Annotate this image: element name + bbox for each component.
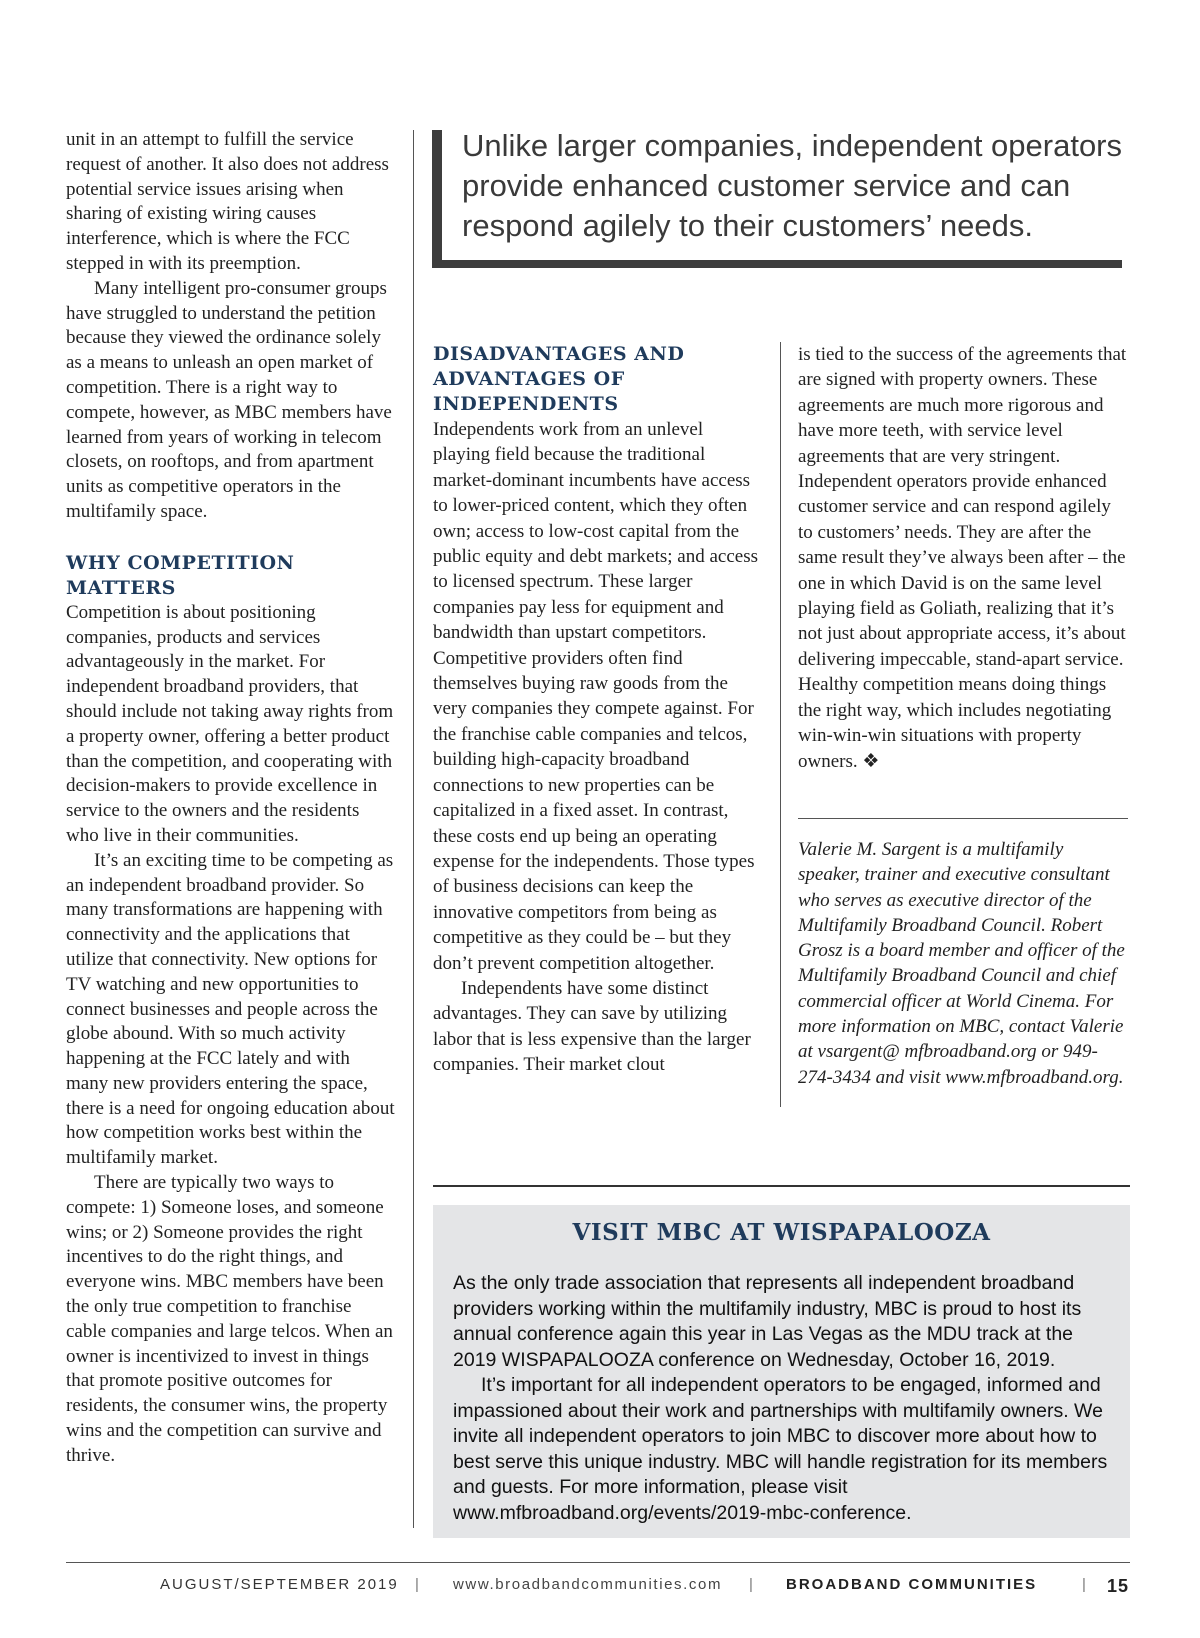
column-3 xyxy=(798,342,1128,774)
footer-website: www.broadbandcommunities.com xyxy=(453,1576,723,1593)
pull-quote xyxy=(432,130,1122,268)
paragraph: It’s an exciting time to be competing as an independent broadband provider. So many transformations are happening with connectivity and the applications that utilize that connectivity. New options for TV watching and new opportunities to connect businesses and people across the globe abound. With so much activity happening at the FCC lately and with many new providers entering the space, there is a need for ongoing education about how competition works best within the multifamily market. xyxy=(66,849,395,1169)
paragraph: Independents work from an unlevel playing field because the traditional market-dominant incumbents have access to lower-priced content, which they often own; access to low-cost capital from the public equity and debt markets; and access to licensed spectrum. These larger companies pay less for equipment and bandwidth than upstart competitors. Competitive providers often find themselves buying raw goods from the very companies they compete against. For the franchise cable companies and telcos, building high-capacity broadband connections to new properties can be capitalized in a fixed asset. In contrast, these costs end up being an operating expense for the independents. Those types of business decisions can keep the innovative competitors from being as competitive as they could be – but they don’t prevent competition altogether. xyxy=(433,419,759,974)
column-1 xyxy=(66,128,396,1469)
author-bio: Valerie M. Sargent is a multifamily speaker, trainer and executive consultant who serves as executive director of the Multifamily Broadband Council. Robert Grosz is a board member and officer of the Multifamily Broadband Council and chief commercial officer at World Cinema. For more information on MBC, contact Valerie at vsargent@ mfbroadband.org or 949-274-3434 and visit www.mfbroadband.org. xyxy=(798,839,1125,1088)
footer-brand: BROADBAND COMMUNITIES xyxy=(786,1576,1038,1593)
footer-separator: | xyxy=(749,1576,753,1593)
paragraph: As the only trade association that represents all independent broadband providers working within the multifamily industry, MBC is proud to host its annual conference again this year in Las Vegas as the MDU track at the 2019 WISPAPALOOZA conference on Wednesday, October 16, 2019. xyxy=(453,1272,1082,1371)
paragraph: There are typically two ways to compete: 1) Someone loses, and someone wins; or 2) Someone provides the right incentives to do the right things, and everyone wins. MBC members have been the only true competition to franchise cable companies and large telcos. When an owner is incentivized to invest in things that promote positive outcomes for residents, the consumer wins, the property wins and the competition can survive and thrive. xyxy=(66,1172,393,1466)
page-footer xyxy=(160,1576,1130,1600)
sidebar-title: VISIT MBC AT WISPAPALOOZA xyxy=(572,1219,991,1246)
section-heading-why-competition: WHY COMPETITION MATTERS xyxy=(66,551,295,599)
paragraph: unit in an attempt to fulfill the service request of another. It also does not address potential service issues arising when sharing of existing wiring causes interference, which is where the FCC stepped in with its preemption. xyxy=(66,129,389,274)
paragraph: Many intelligent pro-consumer groups have struggled to understand the petition because they viewed the ordinance solely as a means to unleash an open market of competition. There is a right way to compete, however, as MBC members have learned from years of working in telecom closets, on rooftops, and from apartment units as competitive operators in the multifamily space. xyxy=(66,277,392,522)
page-number: 15 xyxy=(1107,1576,1130,1596)
sidebar-body xyxy=(453,1271,1118,1526)
pull-quote-text: Unlike larger companies, independent operators provide enhanced customer service and can respond agilely to their customers’ needs. xyxy=(462,128,1123,243)
paragraph xyxy=(798,342,1128,774)
bio-divider xyxy=(798,818,1128,819)
column-divider xyxy=(413,130,414,1528)
end-mark-icon: ❖ xyxy=(862,750,880,772)
footer-rule xyxy=(66,1562,1130,1563)
footer-separator: | xyxy=(1082,1576,1086,1593)
column-2 xyxy=(433,342,763,1078)
column-divider xyxy=(780,342,781,1107)
paragraph: It’s important for all independent operators to be engaged, informed and impassioned about their work and partnerships with multifamily owners. We invite all independent operators to join MBC to discover more about how to best serve this unique industry. MBC will handle registration for its members and guests. For more information, please visit www.mfbroadband.org/events/2019-mbc-conference. xyxy=(453,1374,1108,1524)
sidebar-box xyxy=(433,1205,1130,1538)
paragraph: Competition is about positioning companies, products and services advantageously in the market. For independent broadband providers, that should include not taking away rights from a property owner, offering a better product than the competition, and cooperating with decision-makers to provide excellence in service to the owners and the residents who live in their communities. xyxy=(66,601,394,846)
paragraph-text: is tied to the success of the agreements that are signed with property owners. These agreements are much more rigorous and have more teeth, with service level agreements that are very stringent. Independent operators provide enhanced customer service and can respond agilely to customers’ needs. They are after the same result they’ve always been after – the one in which David is on the same level playing field as Goliath, realizing that it’s not just about appropriate access, it’s about delivering impeccable, stand-apart service. Healthy competition means doing things the right way, which includes negotiating win-win-win situations with property owners. xyxy=(798,344,1127,772)
section-heading-disadvantages: DISADVANTAGES AND ADVANTAGES OF INDEPENDENTS xyxy=(433,343,685,415)
paragraph: Independents have some distinct advantages. They can save by utilizing labor that is less expensive than the larger companies. Their market clout xyxy=(433,977,751,1076)
footer-issue: AUGUST/SEPTEMBER 2019 xyxy=(160,1576,399,1593)
footer-separator: | xyxy=(415,1576,419,1593)
sidebar-rule xyxy=(433,1185,1130,1187)
